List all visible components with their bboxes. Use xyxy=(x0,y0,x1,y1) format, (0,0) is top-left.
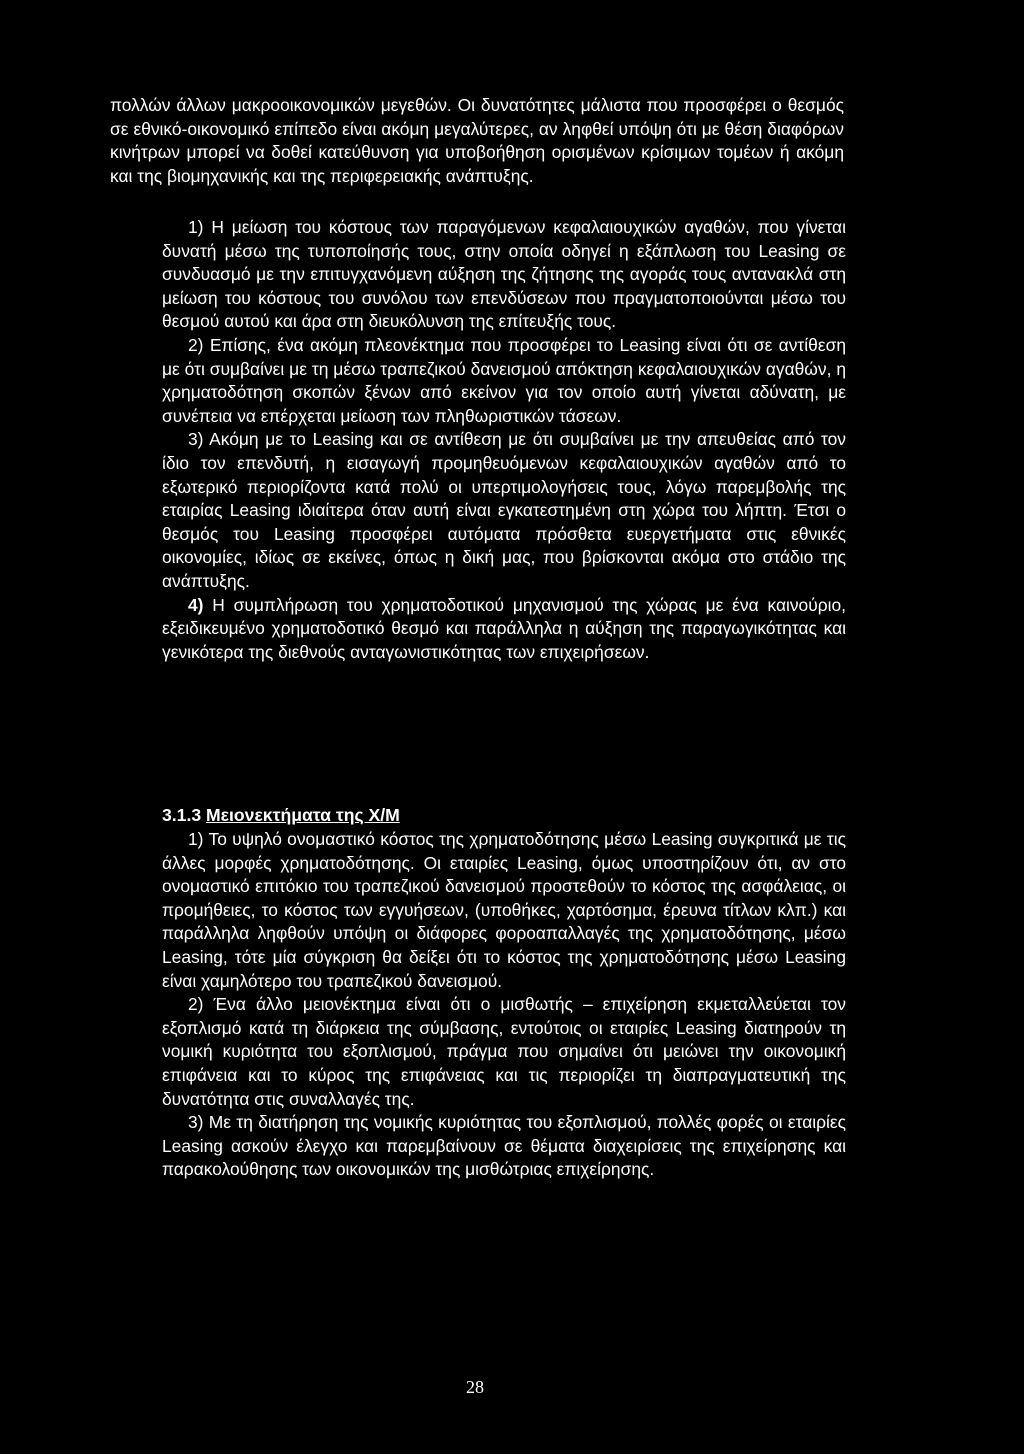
page-number: 28 xyxy=(466,1377,484,1397)
disadvantage-text: Ένα άλλο μειονέκτημα είναι ότι ο μισθωτής – επιχείρηση εκμεταλλεύεται τον εξοπλισμό κατά τη διάρκεια της σύμβασης, εντούτοις οι εταιρίες Leasing διατηρούν τη νομική κυριότητα του εξοπλισμού, πράγμα που σημαίνει ότι μειώνει την οικονομική επιφάνεια και το κύρος της επιφάνειας και τις περιορίζει τη διαπραγματευτική της δυνατότητα στις συναλλαγές της. xyxy=(162,994,846,1109)
advantage-item xyxy=(162,428,846,593)
disadvantage-item xyxy=(162,828,846,993)
section-title: Μειονεκτήματα της Χ/Μ xyxy=(206,805,400,825)
advantage-item xyxy=(162,216,846,334)
advantages-list xyxy=(162,216,846,664)
advantage-text: Η συμπλήρωση του χρηματοδοτικού μηχανισμού της χώρας με ένα καινούριο, εξειδικευμένο χρηματοδοτικό θεσμό και παράλληλα η αύξηση της παραγωγικότητας και γενικότερα της διεθνούς ανταγωνιστικότητας των επιχειρήσεων. xyxy=(162,594,846,662)
advantage-number: 2) xyxy=(188,334,204,355)
disadvantage-number: 3) xyxy=(188,1112,204,1133)
advantage-number: 4) xyxy=(188,594,204,615)
intro-paragraph xyxy=(110,94,844,188)
disadvantages-list xyxy=(162,828,846,1182)
advantage-number: 3) xyxy=(188,429,204,450)
advantage-text: Επίσης, ένα ακόμη πλεονέκτημα που προσφέρει το Leasing είναι ότι σε αντίθεση με ότι συμβαίνει με τη μέσω τραπεζικού δανεισμού απόκτηση κεφαλαιουχικών αγαθών, η χρηματοδότηση σκοπών ξένων από εκείνον για τον οποίο αυτή γίνεται αδύνατη, με συνέπεια να επέρχεται μείωση των πληθωριστικών τάσεων. xyxy=(162,334,846,426)
advantage-text: Η μείωση του κόστους των παραγόμενων κεφαλαιουχικών αγαθών, που γίνεται δυνατή μέσω της τυποποίησής τους, στην οποία οδηγεί η εξάπλωση του Leasing σε συνδυασμό με την επιτυγχανόμενη αύξηση της ζήτησης της αγοράς τους αντανακλά στη μείωση του κόστους του συνόλου των επενδύσεων που πραγματοποιούνται μέσω του θεσμού αυτού και άρα στη διευκόλυνση της επίτευξής τους. xyxy=(162,217,846,332)
advantage-number: 1) xyxy=(188,217,204,237)
section-number: 3.1.3 xyxy=(162,805,202,825)
disadvantage-item xyxy=(162,1111,846,1182)
intro-paragraph-text: πολλών άλλων μακροοικονομικών μεγεθών. Οι δυνατότητες μάλιστα που προσφέρει ο θεσμός σε εθνικό-οικονομικό επίπεδο είναι ακόμη μεγαλύτερες, αν ληφθεί υπόψη ότι με θέση διαφόρων κινήτρων μπορεί να δοθεί κατεύθυνση για υποβοήθηση ορισμένων κρίσιμων τομέων ή ακόμη και της βιομηχανικής και της περιφερειακής ανάπτυξης. xyxy=(110,95,844,186)
disadvantage-number: 1) xyxy=(188,829,204,849)
disadvantage-number: 2) xyxy=(188,994,204,1015)
advantage-item xyxy=(162,334,846,428)
advantage-item xyxy=(162,594,846,665)
disadvantage-item xyxy=(162,993,846,1111)
section-heading xyxy=(162,804,400,826)
disadvantage-text: Το υψηλό ονομαστικό κόστος της χρηματοδότησης μέσω Leasing συγκριτικά με τις άλλες μορφές χρηματοδότησης. Οι εταιρίες Leasing, όμως υποστηρίζουν ότι, αν στο ονομαστικό επιτόκιο του τραπεζικού δανεισμού προστεθούν το κόστος της ασφάλειας, οι προμήθειες, το κόστος των εγγυήσεων, (υποθήκες, χαρτόσημα, έρευνα τίτλων κλπ.) και παράλληλα ληφθούν υπόψη οι διάφορες φοροαπαλλαγές της χρηματοδότησης, μέσω Leasing, τότε μία σύγκριση θα δείξει ότι το κόστος της χρηματοδότησης μέσω Leasing είναι χαμηλότερο του τραπεζικού δανεισμού. xyxy=(162,829,846,991)
advantage-text: Ακόμη με το Leasing και σε αντίθεση με ότι συμβαίνει με την απευθείας από τον ίδιο τον επενδυτή, η εισαγωγή προμηθευόμενων κεφαλαιουχικών αγαθών από το εξωτερικό περιορίζοντα κατά πολύ οι υπερτιμολογήσεις τους, λόγω παρεμβολής της εταιρίας Leasing ιδιαίτερα όταν αυτή είναι εγκατεστημένη στη χώρα του λήπτη. Έτσι ο θεσμός του Leasing προσφέρει αυτόματα πρόσθετα ευεργετήματα στις εθνικές οικονομίες, ιδίως σε εκείνες, όπως η δική μας, που βρίσκονται ακόμα στο στάδιο της ανάπτυξης. xyxy=(162,429,846,591)
disadvantage-text: Με τη διατήρηση της νομικής κυριότητας του εξοπλισμού, πολλές φορές οι εταιρίες Leasing ασκούν έλεγχο και παρεμβαίνουν σε θέματα διαχειρίσεις της επιχείρησης και παρακολούθησης των οικονομικών της μισθώτριας επιχείρησης. xyxy=(162,1112,846,1180)
